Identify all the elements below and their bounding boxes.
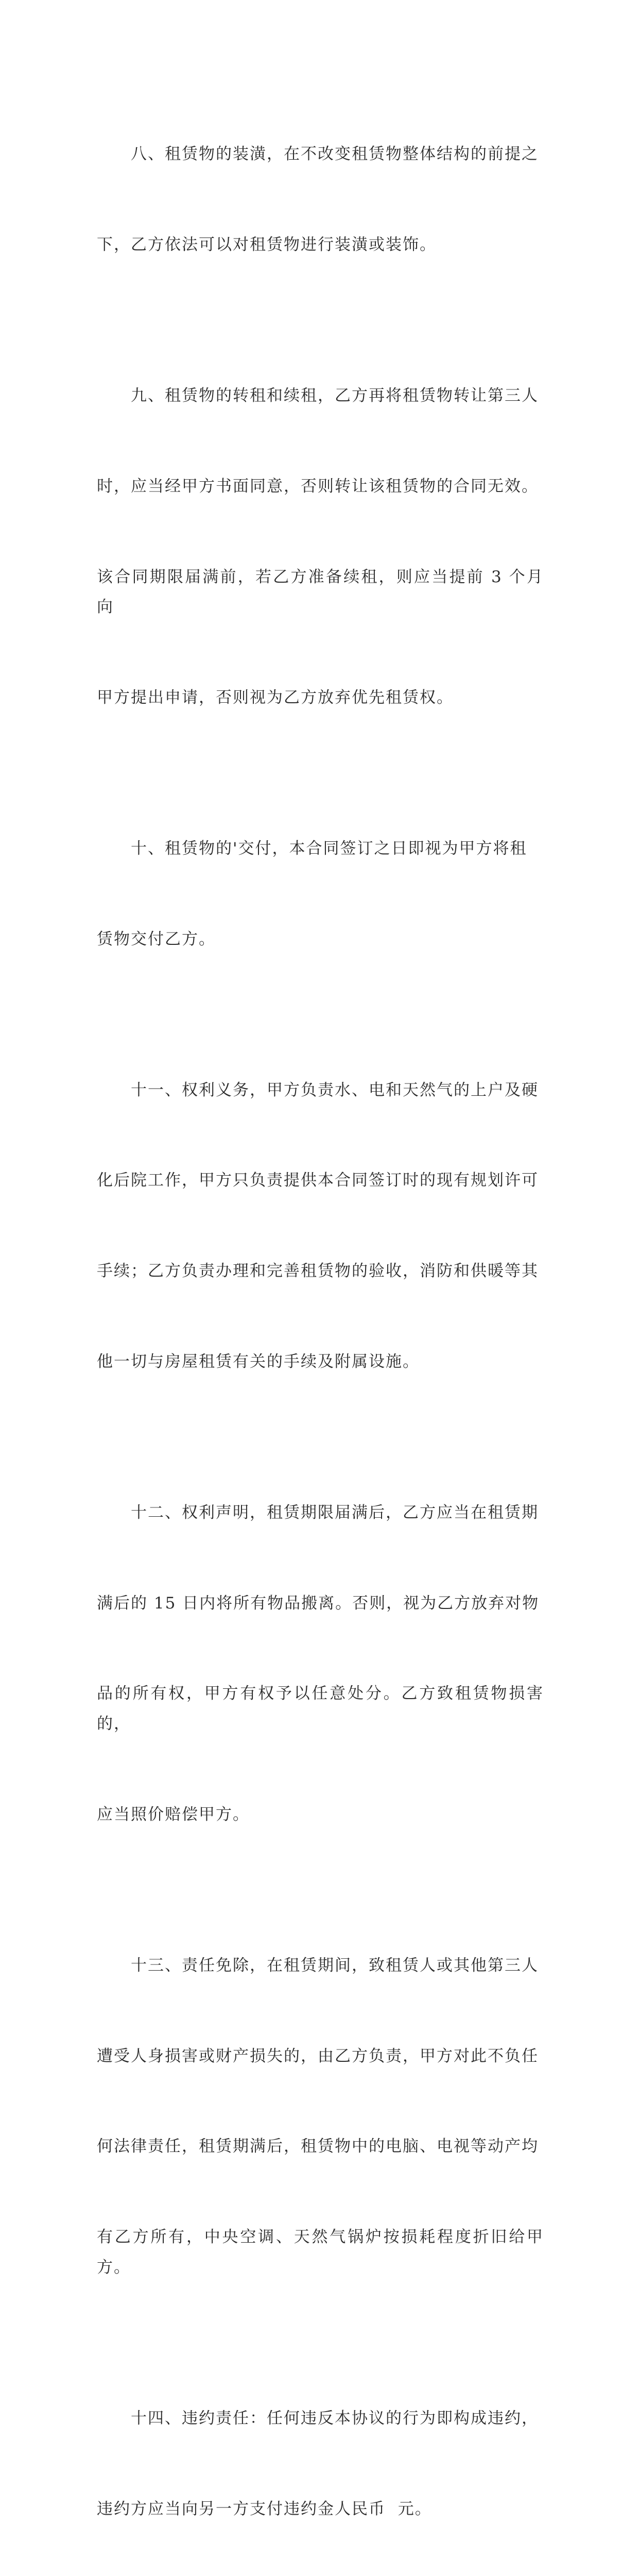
clause-10-line-2: 赁物交付乙方。	[97, 929, 216, 948]
clause-13-line-1: 十三、责任免除，在租赁期间，致租赁人或其他第三人	[131, 1956, 539, 1975]
clause-9-line-4: 甲方提出申请，否则视为乙方放弃优先租赁权。	[97, 688, 454, 707]
clause-11-line-1: 十一、权利义务，甲方负责水、电和天然气的上户及硬	[131, 1080, 539, 1099]
clause-8	[97, 79, 544, 320]
clause-9	[97, 320, 544, 773]
clause-10-line-1: 十、租赁物的'交付，本合同签订之日即视为甲方将租	[131, 839, 527, 858]
clause-9-line-3: 该合同期限届满前，若乙方准备续租，则应当提前 3 个月向	[97, 567, 544, 617]
clause-13-line-4: 有乙方所有，中央空调、天然气锅炉按损耗程度折旧给甲方。	[97, 2228, 544, 2277]
clause-11	[97, 1014, 544, 1437]
document-body	[97, 79, 544, 2576]
clause-11-line-3: 手续；乙方负责办理和完善租赁物的验收，消防和供暖等其	[97, 1262, 539, 1281]
clause-12-line-3: 品的所有权，甲方有权予以任意处分。乙方致租赁物损害的，	[97, 1684, 544, 1734]
clause-9-line-2: 时，应当经甲方书面同意，否则转让该租赁物的合同无效。	[97, 477, 539, 496]
clause-8-line-1: 八、租赁物的装潢，在不改变租赁物整体结构的前提之	[131, 145, 539, 164]
clause-13-line-3: 何法律责任，租赁期满后，租赁物中的电脑、电视等动产均	[97, 2137, 539, 2156]
clause-11-line-2: 化后院工作，甲方只负责提供本合同签订时的现有规划许可	[97, 1171, 539, 1190]
clause-14-line-2: 违约方应当向另一方支付违约金人民币 元。	[97, 2499, 432, 2518]
clause-10	[97, 773, 544, 1015]
clause-12	[97, 1437, 544, 1890]
clause-14-line-1: 十四、违约责任：任何违反本协议的行为即构成违约，	[131, 2409, 539, 2428]
clause-8-line-2: 下，乙方依法可以对租赁物进行装潢或装饰。	[97, 235, 437, 254]
clause-11-line-4: 他一切与房屋租赁有关的手续及附属设施。	[97, 1352, 420, 1371]
clause-9-line-1: 九、租赁物的转租和续租，乙方再将租赁物转让第三人	[131, 386, 539, 405]
clause-14	[97, 2343, 544, 2576]
clause-12-line-4: 应当照价赔偿甲方。	[97, 1805, 250, 1824]
clause-12-line-1: 十二、权利声明，租赁期限届满后，乙方应当在租赁期	[131, 1503, 539, 1522]
clause-13	[97, 1890, 544, 2343]
clause-13-line-2: 遭受人身损害或财产损失的，由乙方负责，甲方对此不负任	[97, 2046, 539, 2065]
clause-12-line-2: 满后的 15 日内将所有物品搬离。否则，视为乙方放弃对物	[97, 1594, 540, 1613]
